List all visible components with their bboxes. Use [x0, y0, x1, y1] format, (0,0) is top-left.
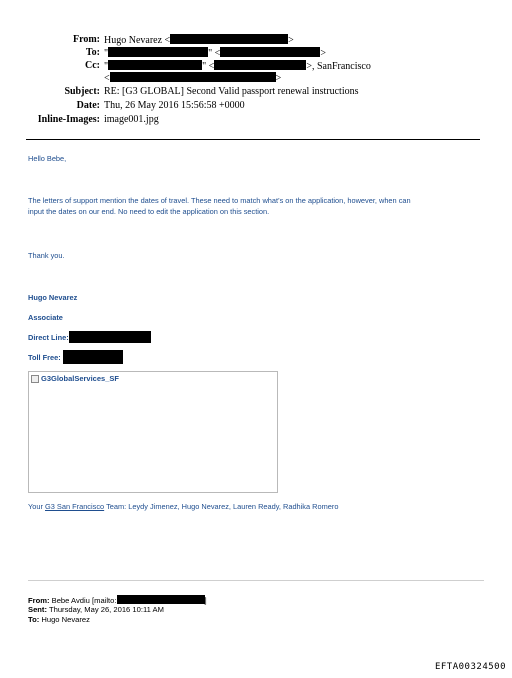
header-divider: [26, 139, 480, 140]
redaction-block: [108, 60, 202, 70]
to-tail: >: [320, 48, 326, 59]
cc-label: Cc:: [85, 60, 100, 71]
forwarded-from: [28, 595, 207, 606]
paragraph-line-2: input the dates on our end. No need to edit the application on this section.: [28, 207, 270, 216]
message-paragraph: [28, 195, 484, 217]
to-quote-mid: " <: [208, 48, 221, 59]
signature-toll-free: [28, 350, 123, 364]
fwd-to-value: Hugo Nevarez: [39, 615, 90, 624]
to-value: [104, 47, 326, 60]
redaction-block: [214, 60, 306, 70]
from-label: From:: [72, 34, 100, 45]
broken-image-icon: [31, 375, 39, 383]
subject-value: RE: [G3 GLOBAL] Second Valid passport renewal instructions: [104, 86, 359, 97]
fwd-sent-label: Sent:: [28, 605, 47, 614]
team-suffix: Team: Leydy Jimenez, Hugo Nevarez, Lauren Ready, Radhika Romero: [104, 502, 339, 511]
redaction-block: [110, 72, 276, 82]
inline-image-placeholder[interactable]: [28, 371, 278, 493]
from-tail: >: [288, 35, 294, 46]
team-link[interactable]: G3 San Francisco: [45, 502, 105, 511]
redaction-block: [69, 331, 151, 343]
team-line: [28, 502, 338, 511]
fwd-from-tail: ]: [204, 596, 207, 605]
forwarded-sent: [28, 605, 164, 615]
forwarded-to: [28, 615, 90, 625]
cc-quote-open: ": [104, 61, 109, 72]
subject-label: Subject:: [64, 86, 100, 97]
forward-divider: [28, 580, 484, 581]
date-label: Date:: [76, 100, 100, 111]
redaction-block: [220, 47, 320, 57]
cc2-open: <: [104, 73, 110, 84]
signature-title: Associate: [28, 313, 63, 322]
bates-number: EFTA00324500: [434, 662, 506, 672]
greeting: Hello Bebe,: [28, 154, 67, 163]
redaction-block: [117, 595, 205, 604]
date-value: Thu, 26 May 2016 15:56:58 +0000: [104, 100, 245, 111]
to-quote-open: ": [104, 48, 109, 59]
broken-image: [31, 374, 119, 383]
inline-images-value: image001.jpg: [104, 114, 159, 125]
signature-direct-line: [28, 331, 151, 343]
direct-line-label: Direct Line:: [28, 333, 69, 342]
fwd-from-value: Bebe Avdiu [mailto:: [49, 596, 117, 605]
inline-images-label: Inline-Images:: [37, 114, 100, 125]
thanks-text: Thank you.: [28, 251, 65, 260]
signature-name: Hugo Nevarez: [28, 293, 78, 302]
to-label: To:: [85, 47, 100, 58]
redaction-block: [170, 34, 288, 44]
cc-tail: >, SanFrancisco: [306, 61, 371, 72]
redaction-block: [63, 350, 123, 364]
cc2-tail: >: [275, 73, 282, 84]
redaction-block: [108, 47, 208, 57]
team-prefix: Your: [28, 502, 45, 511]
image-alt-text: G3GlobalServices_SF: [41, 374, 119, 383]
fwd-sent-value: Thursday, May 26, 2016 10:11 AM: [46, 605, 164, 614]
toll-free-label: Toll Free:: [28, 353, 61, 362]
cc-value-2: [104, 72, 281, 85]
from-value: [104, 34, 294, 47]
paragraph-line-1: The letters of support mention the dates of travel. These need to match what’s on the application, however, when can: [28, 196, 411, 205]
cc-quote-mid: " <: [202, 61, 215, 72]
fwd-to-label: To:: [28, 615, 40, 624]
fwd-from-label: From:: [28, 596, 50, 605]
from-name: Hugo Nevarez <: [104, 35, 171, 46]
